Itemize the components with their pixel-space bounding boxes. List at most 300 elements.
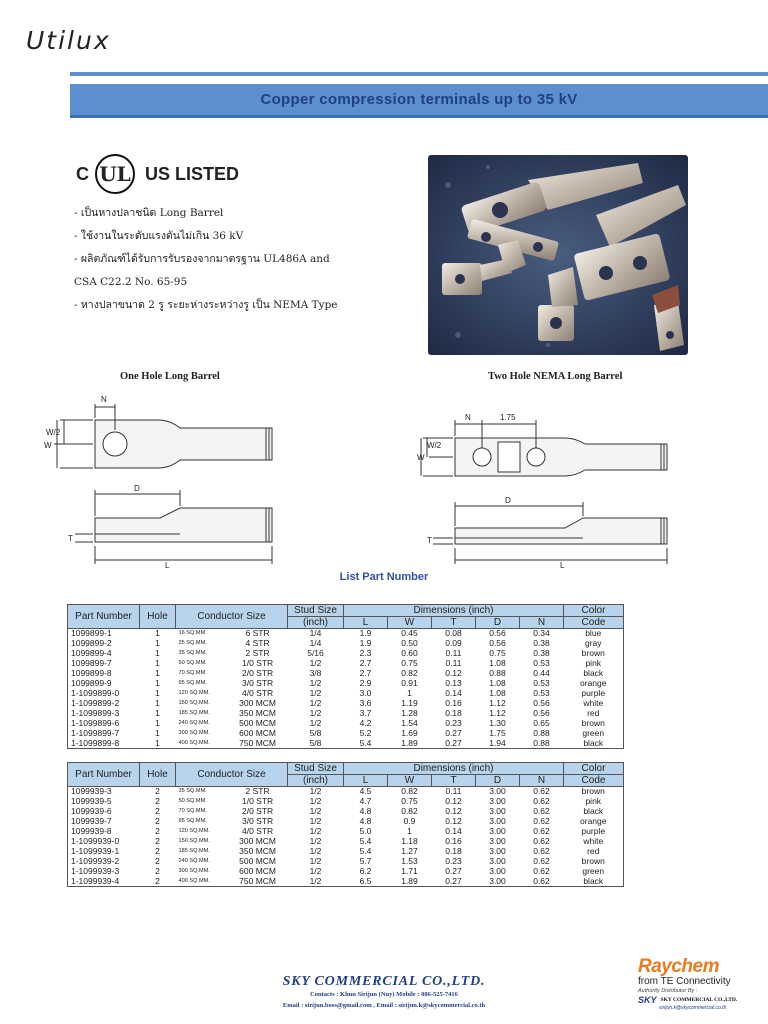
conductor-mm-cell: 400 SQ.MM. xyxy=(176,877,228,887)
ul-listed-label: US LISTED xyxy=(145,163,240,184)
ul-c-label: C xyxy=(76,163,89,184)
dim-d-cell: 3.00 xyxy=(489,865,506,876)
col-t: T xyxy=(432,617,476,629)
sky-distributor-row xyxy=(638,995,737,1005)
hole-cell: 1 xyxy=(155,647,160,658)
dim-w-cell: 0.82 xyxy=(401,667,418,678)
col-n: N xyxy=(520,617,564,629)
col-t: T xyxy=(432,775,476,787)
conductor-awg-cell: 2 STR xyxy=(228,787,288,797)
label-w: W xyxy=(417,453,425,462)
hole-cell: 2 xyxy=(155,835,160,846)
conductor-mm-cell: 300 SQ.MM. xyxy=(178,729,210,736)
stud-size-cell: 5/8 xyxy=(288,739,344,749)
authority-distributor-label: Authority Distributor By : xyxy=(638,988,698,994)
dim-t-cell: 0.18 xyxy=(445,845,462,856)
hole-cell: 2 xyxy=(155,855,160,866)
part-number-cell: 1099939-5 xyxy=(68,797,140,807)
col-part-number: Part Number xyxy=(68,605,140,629)
one-hole-diagram xyxy=(40,390,290,570)
conductor-mm-cell: 185 SQ.MM. xyxy=(178,709,210,716)
conductor-mm-cell: 16 SQ.MM. xyxy=(176,629,228,639)
dim-n-cell: 0.62 xyxy=(533,835,550,846)
part-number-cell: 1099899-7 xyxy=(68,659,140,669)
label-d: D xyxy=(505,496,511,505)
dim-l-cell: 5.4 xyxy=(359,835,372,846)
dim-t-cell: 0.12 xyxy=(445,815,462,826)
sky-email-label: sirijun.k@skycommercial.co.th xyxy=(659,1005,727,1011)
dim-l-cell: 2.7 xyxy=(359,657,372,668)
col-w: W xyxy=(388,617,432,629)
conductor-awg-cell: 1/0 STR xyxy=(242,657,274,668)
table-row xyxy=(68,877,624,887)
conductor-awg-cell: 500 MCM xyxy=(239,717,277,728)
dim-t-cell: 0.11 xyxy=(445,657,462,668)
hole-cell: 2 xyxy=(155,825,160,836)
dim-t-cell: 0.09 xyxy=(445,637,462,648)
stud-size-cell: 1/2 xyxy=(288,877,344,887)
col-part-number: Part Number xyxy=(68,763,140,787)
dim-n-cell: 0.44 xyxy=(533,667,550,678)
stud-size-cell: 1/2 xyxy=(288,787,344,797)
hole-cell: 2 xyxy=(155,805,160,816)
dim-l-cell: 4.2 xyxy=(359,717,372,728)
conductor-mm-cell: 70 SQ.MM. xyxy=(178,669,207,676)
conductor-awg-cell: 600 MCM xyxy=(239,727,277,738)
color-code-cell: purple xyxy=(564,689,624,699)
dim-n-cell: 0.38 xyxy=(533,637,550,648)
conductor-mm-cell: 240 SQ.MM. xyxy=(178,719,210,726)
conductor-mm-cell: 120 SQ.MM. xyxy=(178,689,210,696)
col-color: Color xyxy=(564,763,624,775)
conductor-mm-cell: 35 SQ.MM. xyxy=(178,649,207,656)
hole-cell: 1 xyxy=(155,707,160,718)
stud-size-cell: 1/2 xyxy=(309,845,322,856)
part-number-cell: 1-1099939-4 xyxy=(68,877,140,887)
part-number-cell: 1-1099939-2 xyxy=(68,857,140,867)
conductor-awg-cell: 750 MCM xyxy=(228,739,288,749)
stud-size-cell: 5/16 xyxy=(307,647,324,658)
dim-d-cell: 1.94 xyxy=(476,739,520,749)
col-conductor-size: Conductor Size xyxy=(176,763,288,787)
dim-d-cell: 0.75 xyxy=(489,647,506,658)
stud-size-cell: 3/8 xyxy=(309,667,322,678)
conductor-mm-cell: 150 SQ.MM. xyxy=(178,837,210,844)
header-rule xyxy=(70,72,768,76)
conductor-mm-cell: 25 SQ.MM. xyxy=(178,639,207,646)
dim-d-cell: 3.00 xyxy=(489,845,506,856)
dim-t-cell: 0.23 xyxy=(445,717,462,728)
label-l: L xyxy=(560,561,565,570)
dim-d-cell: 1.30 xyxy=(489,717,506,728)
title-banner xyxy=(70,84,768,118)
conductor-mm-cell: 240 SQ.MM. xyxy=(178,857,210,864)
dim-l-cell: 1.9 xyxy=(344,629,388,639)
dim-t-cell: 0.11 xyxy=(445,647,462,658)
dim-t-cell: 0.27 xyxy=(432,877,476,887)
color-code-cell: red xyxy=(564,847,624,857)
dim-w-cell: 1.18 xyxy=(401,835,418,846)
dim-t-cell: 0.27 xyxy=(432,739,476,749)
dim-n-cell: 0.56 xyxy=(533,707,550,718)
dim-t-cell: 0.16 xyxy=(445,697,462,708)
stud-size-cell: 1/2 xyxy=(309,825,322,836)
dim-w-cell: 1.53 xyxy=(401,855,418,866)
dim-n-cell: 0.62 xyxy=(533,805,550,816)
dim-n-cell: 0.88 xyxy=(520,739,564,749)
two-hole-diagram-title: Two Hole NEMA Long Barrel xyxy=(488,371,623,382)
dim-n-cell: 0.62 xyxy=(533,825,550,836)
color-code-cell: green xyxy=(564,729,624,739)
dim-d-cell: 3.00 xyxy=(489,795,506,806)
dim-w-cell: 1.27 xyxy=(401,845,418,856)
dim-n-cell: 0.62 xyxy=(533,815,550,826)
hole-cell: 1 xyxy=(155,687,160,698)
raychem-logo: Raychem xyxy=(638,956,719,977)
stud-size-cell: 1/2 xyxy=(309,795,322,806)
col-l: L xyxy=(344,617,388,629)
stud-size-cell: 1/2 xyxy=(309,677,322,688)
conductor-mm-cell: 35 SQ.MM. xyxy=(176,787,228,797)
col-hole: Hole xyxy=(140,605,176,629)
col-stud-size: Stud Size xyxy=(288,605,344,617)
part-number-cell: 1099939-3 xyxy=(68,787,140,797)
hole-cell: 1 xyxy=(155,717,160,728)
one-hole-diagram-title: One Hole Long Barrel xyxy=(120,371,220,382)
col-stud-unit: (inch) xyxy=(288,775,344,787)
dim-d-cell: 0.56 xyxy=(489,637,506,648)
dim-l-cell: 4.8 xyxy=(359,805,372,816)
part-number-cell: 1-1099899-6 xyxy=(68,719,140,729)
dim-l-cell: 4.7 xyxy=(359,795,372,806)
dim-l-cell: 3.0 xyxy=(359,687,372,698)
sky-logo-icon: SKY xyxy=(638,995,657,1005)
color-code-cell: black xyxy=(564,669,624,679)
label-t: T xyxy=(68,534,73,543)
ul-logo-icon: UL xyxy=(95,154,135,194)
footer-company-name: SKY COMMERCIAL CO.,LTD. xyxy=(282,974,486,989)
dim-l-cell: 3.6 xyxy=(359,697,372,708)
color-code-cell: brown xyxy=(564,649,624,659)
col-dimensions: Dimensions (inch) xyxy=(344,605,564,617)
color-code-cell: purple xyxy=(564,827,624,837)
dim-d-cell: 3.00 xyxy=(489,805,506,816)
dim-d-cell: 1.75 xyxy=(489,727,506,738)
color-code-cell: orange xyxy=(564,679,624,689)
col-stud-unit: (inch) xyxy=(288,617,344,629)
dim-d-cell: 3.00 xyxy=(489,825,506,836)
conductor-mm-cell: 50 SQ.MM. xyxy=(178,659,207,666)
col-color: Color xyxy=(564,605,624,617)
feature-item: - หางปลาขนาด 2 รู ระยะห่างระหว่างรู เป็น NEMA Type xyxy=(74,299,338,311)
dim-w-cell: 0.75 xyxy=(401,657,418,668)
dim-n-cell: 0.62 xyxy=(533,855,550,866)
dim-d-cell: 0.88 xyxy=(489,667,506,678)
col-stud-size: Stud Size xyxy=(288,763,344,775)
dim-l-cell: 5.4 xyxy=(359,845,372,856)
dim-n-cell: 0.65 xyxy=(533,717,550,728)
two-hole-parts-table xyxy=(67,762,624,887)
stud-size-cell: 1/2 xyxy=(309,805,322,816)
col-code: Code xyxy=(564,775,624,787)
stud-size-cell: 5/8 xyxy=(309,727,322,738)
color-code-cell: blue xyxy=(564,629,624,639)
conductor-awg-cell: 3/0 STR xyxy=(242,815,274,826)
dim-d-cell: 3.00 xyxy=(489,835,506,846)
stud-size-cell: 1/2 xyxy=(309,865,322,876)
color-code-cell: pink xyxy=(564,797,624,807)
col-conductor-size: Conductor Size xyxy=(176,605,288,629)
list-part-number-title: List Part Number xyxy=(339,571,429,583)
part-number-cell: 1-1099899-8 xyxy=(68,739,140,749)
label-w2: W/2 xyxy=(427,441,442,450)
dim-d-cell: 1.08 xyxy=(489,657,506,668)
dim-w-cell: 0.91 xyxy=(401,677,418,688)
hole-cell: 1 xyxy=(140,739,176,749)
part-number-cell: 1099939-7 xyxy=(68,817,140,827)
hole-cell: 1 xyxy=(155,657,160,668)
col-w: W xyxy=(388,775,432,787)
hole-cell: 1 xyxy=(155,697,160,708)
dim-n-cell: 0.62 xyxy=(533,865,550,876)
dim-l-cell: 2.7 xyxy=(359,667,372,678)
dim-l-cell: 2.9 xyxy=(359,677,372,688)
label-w: W xyxy=(44,441,52,450)
col-l: L xyxy=(344,775,388,787)
dim-l-cell: 2.3 xyxy=(359,647,372,658)
dim-t-cell: 0.16 xyxy=(445,835,462,846)
dim-t-cell: 0.08 xyxy=(432,629,476,639)
dim-l-cell: 3.7 xyxy=(359,707,372,718)
color-code-cell: brown xyxy=(564,857,624,867)
hole-cell: 2 xyxy=(155,795,160,806)
part-number-cell: 1-1099899-7 xyxy=(68,729,140,739)
dim-l-cell: 4.5 xyxy=(344,787,388,797)
dim-w-cell: 1.28 xyxy=(401,707,418,718)
label-t: T xyxy=(427,536,432,545)
color-code-cell: brown xyxy=(564,787,624,797)
dim-n-cell: 0.38 xyxy=(533,647,550,658)
color-code-cell: gray xyxy=(564,639,624,649)
label-w2: W/2 xyxy=(46,428,61,437)
conductor-awg-cell: 2/0 STR xyxy=(242,667,274,678)
conductor-mm-cell: 50 SQ.MM. xyxy=(178,797,207,804)
feature-item: - ใช้งานในระดับแรงดันไม่เกิน 36 kV xyxy=(74,230,244,242)
feature-list xyxy=(74,202,338,317)
dim-w-cell: 0.45 xyxy=(388,629,432,639)
dim-l-cell: 6.5 xyxy=(344,877,388,887)
dim-l-cell: 5.0 xyxy=(359,825,372,836)
stud-size-cell: 1/2 xyxy=(309,855,322,866)
ul-listed-mark xyxy=(76,154,239,194)
part-number-cell: 1099899-4 xyxy=(68,649,140,659)
sky-company-label: SKY COMMERCIAL CO.,LTD. xyxy=(660,997,738,1003)
feature-item: - ผลิตภัณฑ์ได้รับการรับรองจากมาตรฐาน UL486A and xyxy=(74,253,330,265)
hole-cell: 1 xyxy=(155,727,160,738)
raychem-block xyxy=(638,956,737,1011)
label-l: L xyxy=(165,561,170,570)
dim-t-cell: 0.11 xyxy=(432,787,476,797)
conductor-mm-cell: 150 SQ.MM. xyxy=(178,699,210,706)
dim-d-cell: 1.08 xyxy=(489,687,506,698)
part-number-cell: 1-1099899-0 xyxy=(68,689,140,699)
dim-d-cell: 3.00 xyxy=(489,855,506,866)
part-number-cell: 1-1099939-0 xyxy=(68,837,140,847)
color-code-cell: red xyxy=(564,709,624,719)
dim-d-cell: 1.12 xyxy=(489,707,506,718)
dim-n-cell: 0.88 xyxy=(533,727,550,738)
stud-size-cell: 1/2 xyxy=(309,835,322,846)
part-number-cell: 1-1099939-1 xyxy=(68,847,140,857)
hole-cell: 2 xyxy=(155,845,160,856)
dim-n-cell: 0.34 xyxy=(520,629,564,639)
dim-t-cell: 0.12 xyxy=(445,805,462,816)
col-n: N xyxy=(520,775,564,787)
conductor-mm-cell: 185 SQ.MM. xyxy=(178,847,210,854)
dim-l-cell: 5.2 xyxy=(359,727,372,738)
dim-w-cell: 1 xyxy=(407,687,412,698)
feature-item: - เป็นหางปลาชนิด Long Barrel xyxy=(74,207,224,219)
col-hole: Hole xyxy=(140,763,176,787)
stud-size-cell: 1/2 xyxy=(309,697,322,708)
label-spacing: 1.75 xyxy=(500,413,516,422)
conductor-awg-cell: 750 MCM xyxy=(228,877,288,887)
dim-t-cell: 0.27 xyxy=(445,865,462,876)
dim-d-cell: 0.56 xyxy=(476,629,520,639)
brand-logo: Utilux xyxy=(26,26,111,55)
dim-t-cell: 0.12 xyxy=(445,795,462,806)
dim-n-cell: 0.53 xyxy=(533,677,550,688)
dim-d-cell: 3.00 xyxy=(476,787,520,797)
conductor-mm-cell: 400 SQ.MM. xyxy=(176,739,228,749)
stud-size-cell: 1/2 xyxy=(309,687,322,698)
conductor-awg-cell: 3/0 STR xyxy=(242,677,274,688)
dim-w-cell: 0.60 xyxy=(401,647,418,658)
dim-w-cell: 1.54 xyxy=(401,717,418,728)
dim-n-cell: 0.53 xyxy=(533,657,550,668)
conductor-awg-cell: 350 MCM xyxy=(239,707,277,718)
dim-l-cell: 4.8 xyxy=(359,815,372,826)
conductor-mm-cell: 95 SQ.MM. xyxy=(178,679,207,686)
color-code-cell: white xyxy=(564,837,624,847)
hole-cell: 2 xyxy=(155,865,160,876)
page-title: Copper compression terminals up to 35 kV xyxy=(260,91,578,108)
dim-n-cell: 0.62 xyxy=(533,795,550,806)
part-number-cell: 1-1099899-2 xyxy=(68,699,140,709)
conductor-mm-cell: 300 SQ.MM. xyxy=(178,867,210,874)
part-number-cell: 1-1099899-3 xyxy=(68,709,140,719)
stud-size-cell: 1/2 xyxy=(309,707,322,718)
color-code-cell: black xyxy=(564,877,624,887)
dim-n-cell: 0.53 xyxy=(533,687,550,698)
col-code: Code xyxy=(564,617,624,629)
dim-w-cell: 1.71 xyxy=(401,865,418,876)
hole-cell: 2 xyxy=(155,815,160,826)
label-n: N xyxy=(101,395,107,404)
col-d: D xyxy=(476,775,520,787)
dim-t-cell: 0.12 xyxy=(445,667,462,678)
table-row xyxy=(68,739,624,749)
dim-d-cell: 1.12 xyxy=(489,697,506,708)
conductor-awg-cell: 2/0 STR xyxy=(242,805,274,816)
dim-w-cell: 0.82 xyxy=(401,805,418,816)
hole-cell: 1 xyxy=(140,629,176,639)
dim-w-cell: 1.89 xyxy=(388,877,432,887)
color-code-cell: black xyxy=(564,807,624,817)
dim-t-cell: 0.27 xyxy=(445,727,462,738)
conductor-awg-cell: 300 MCM xyxy=(239,835,277,846)
hole-cell: 1 xyxy=(155,677,160,688)
color-code-cell: white xyxy=(564,699,624,709)
color-code-cell: pink xyxy=(564,659,624,669)
product-photo xyxy=(428,155,688,355)
conductor-awg-cell: 6 STR xyxy=(228,629,288,639)
color-code-cell: orange xyxy=(564,817,624,827)
label-d: D xyxy=(134,484,140,493)
hole-cell: 1 xyxy=(155,667,160,678)
part-number-cell: 1099899-9 xyxy=(68,679,140,689)
dim-n-cell: 0.62 xyxy=(520,877,564,887)
dim-d-cell: 3.00 xyxy=(489,815,506,826)
dim-n-cell: 0.62 xyxy=(533,845,550,856)
conductor-mm-cell: 70 SQ.MM. xyxy=(178,807,207,814)
dim-d-cell: 1.08 xyxy=(489,677,506,688)
col-d: D xyxy=(476,617,520,629)
color-code-cell: brown xyxy=(564,719,624,729)
hole-cell: 2 xyxy=(140,877,176,887)
dim-w-cell: 0.9 xyxy=(403,815,416,826)
conductor-awg-cell: 4/0 STR xyxy=(242,825,274,836)
dim-t-cell: 0.23 xyxy=(445,855,462,866)
conductor-awg-cell: 2 STR xyxy=(245,647,270,658)
part-number-cell: 1099939-6 xyxy=(68,807,140,817)
part-number-cell: 1-1099939-3 xyxy=(68,867,140,877)
stud-size-cell: 1/2 xyxy=(309,657,322,668)
conductor-awg-cell: 4/0 STR xyxy=(242,687,274,698)
two-hole-diagram xyxy=(415,410,695,570)
part-number-cell: 1099899-1 xyxy=(68,629,140,639)
dim-w-cell: 0.50 xyxy=(401,637,418,648)
conductor-mm-cell: 120 SQ.MM. xyxy=(178,827,210,834)
footer-contact: Contacts : Khun Sirijun (Nuy) Mobile : 086-525-7416 xyxy=(310,991,458,998)
dim-w-cell: 0.82 xyxy=(388,787,432,797)
conductor-awg-cell: 500 MCM xyxy=(239,855,277,866)
col-dimensions: Dimensions (inch) xyxy=(344,763,564,775)
conductor-awg-cell: 1/0 STR xyxy=(242,795,274,806)
dim-w-cell: 1.69 xyxy=(401,727,418,738)
stud-size-cell: 1/2 xyxy=(309,717,322,728)
dim-t-cell: 0.14 xyxy=(445,687,462,698)
conductor-awg-cell: 4 STR xyxy=(245,637,270,648)
dim-t-cell: 0.13 xyxy=(445,677,462,688)
dim-t-cell: 0.14 xyxy=(445,825,462,836)
conductor-awg-cell: 300 MCM xyxy=(239,697,277,708)
feature-item: CSA C22.2 No. 65-95 xyxy=(74,276,188,288)
dim-t-cell: 0.18 xyxy=(445,707,462,718)
dim-l-cell: 5.7 xyxy=(359,855,372,866)
part-number-cell: 1099899-8 xyxy=(68,669,140,679)
dim-n-cell: 0.56 xyxy=(533,697,550,708)
dim-l-cell: 1.9 xyxy=(359,637,372,648)
part-number-cell: 1099899-2 xyxy=(68,639,140,649)
conductor-mm-cell: 95 SQ.MM. xyxy=(178,817,207,824)
hole-cell: 2 xyxy=(140,787,176,797)
hole-cell: 1 xyxy=(155,637,160,648)
dim-d-cell: 3.00 xyxy=(476,877,520,887)
dim-w-cell: 1.89 xyxy=(388,739,432,749)
dim-l-cell: 5.4 xyxy=(344,739,388,749)
color-code-cell: black xyxy=(564,739,624,749)
